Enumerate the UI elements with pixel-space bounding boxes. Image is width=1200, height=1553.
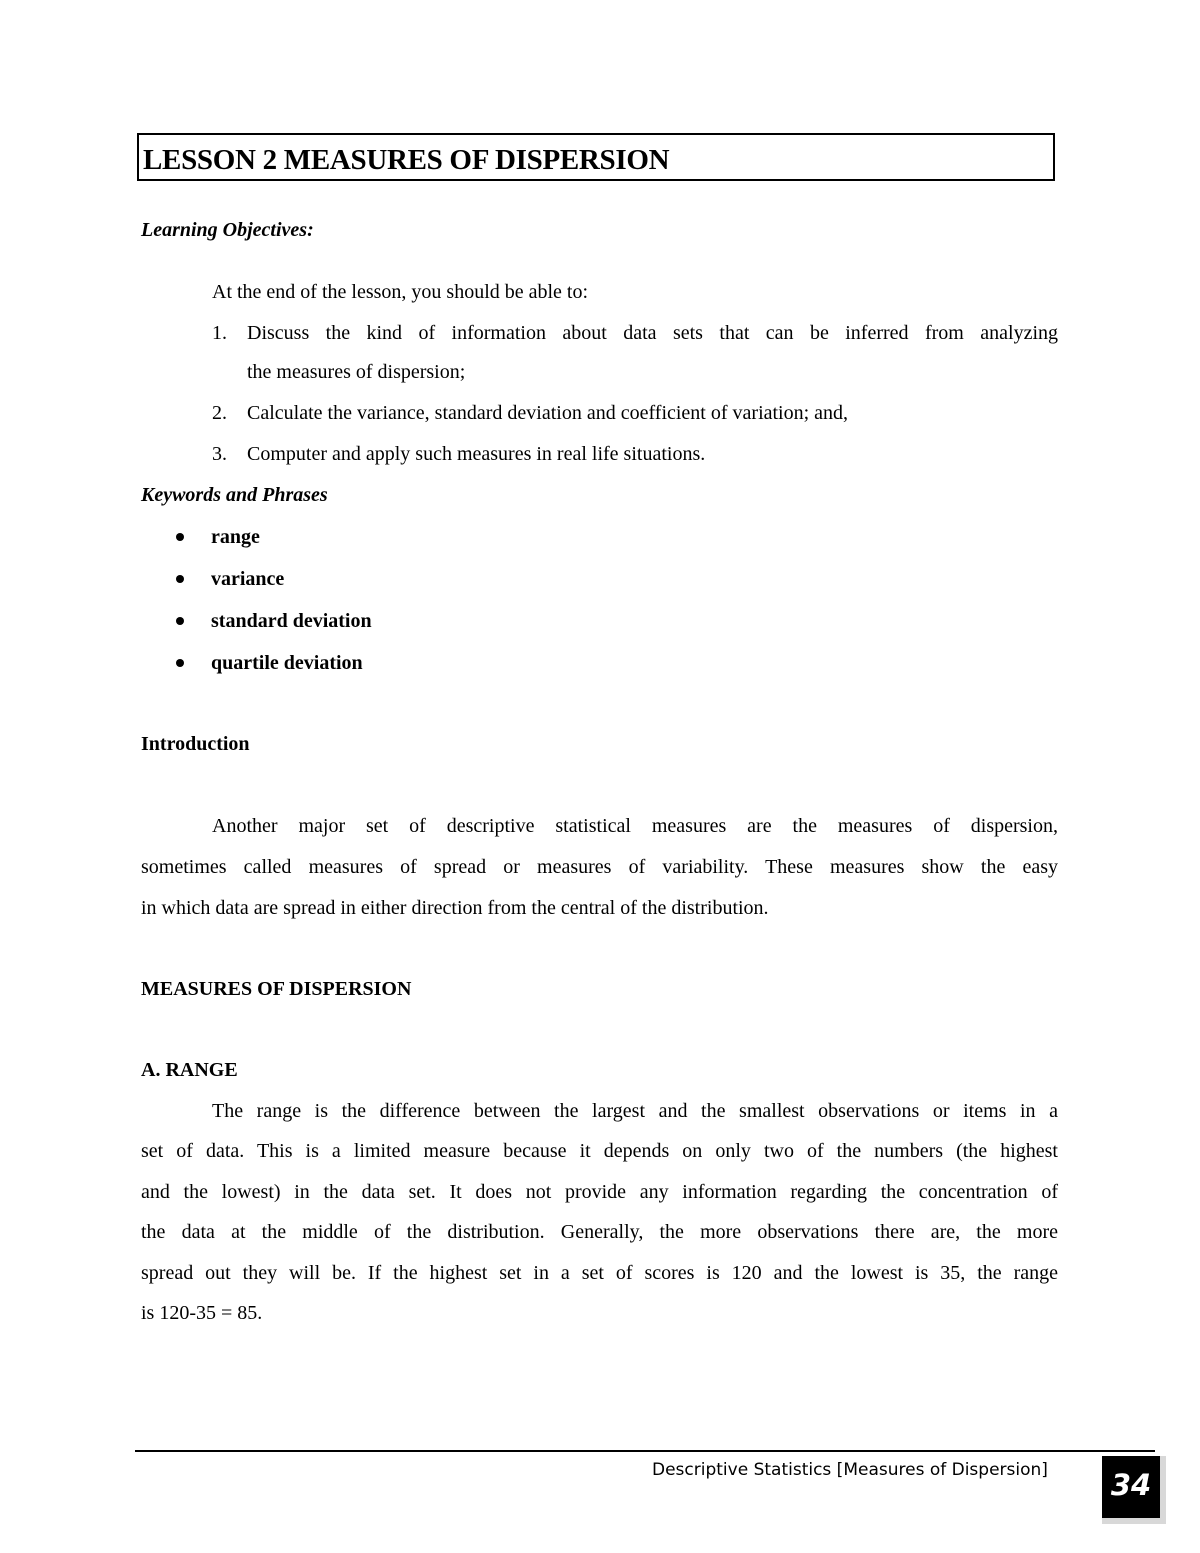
objective-number: 1. (212, 322, 227, 344)
footer-rule (135, 1450, 1155, 1452)
keyword-item: variance (211, 568, 285, 590)
introduction-heading: Introduction (141, 733, 250, 755)
objective-number: 3. (212, 443, 227, 465)
lesson-title: LESSON 2 MEASURES OF DISPERSION (143, 144, 670, 176)
introduction-line: in which data are spread in either direction from the central of the distribution. (141, 897, 769, 919)
bullet-icon (176, 533, 184, 541)
lesson-title-box (137, 133, 1055, 181)
range-line: is 120-35 = 85. (141, 1302, 263, 1324)
keywords-heading: Keywords and Phrases (141, 484, 328, 506)
footer-text: Descriptive Statistics [Measures of Dispersion] (652, 1460, 1048, 1480)
introduction-line: Another major set of descriptive statistical measures are the measures of dispersion, (212, 815, 1058, 837)
objective-line: Computer and apply such measures in real life situations. (247, 443, 706, 465)
keyword-item: standard deviation (211, 610, 372, 632)
range-heading: A. RANGE (141, 1059, 238, 1081)
objectives-heading: Learning Objectives: (141, 219, 314, 241)
introduction-line: sometimes called measures of spread or measures of variability. These measures show the easy (141, 856, 1058, 878)
objectives-intro: At the end of the lesson, you should be able to: (212, 281, 589, 303)
objective-line: Calculate the variance, standard deviation and coefficient of variation; and, (247, 402, 849, 424)
objective-number: 2. (212, 402, 227, 424)
range-line: the data at the middle of the distribution. Generally, the more observations there are, the more (141, 1221, 1058, 1243)
bullet-icon (176, 575, 184, 583)
page-number-box (1102, 1456, 1166, 1524)
section-heading: MEASURES OF DISPERSION (141, 978, 412, 1000)
range-line: and the lowest) in the data set. It does not provide any information regarding the concentration of (141, 1181, 1058, 1203)
page-number: 34 (1110, 1468, 1152, 1502)
keyword-item: range (211, 526, 260, 548)
range-line: The range is the difference between the largest and the smallest observations or items in a (212, 1100, 1058, 1122)
keyword-item: quartile deviation (211, 652, 363, 674)
range-line: set of data. This is a limited measure because it depends on only two of the numbers (the highest (141, 1140, 1058, 1162)
bullet-icon (176, 617, 184, 625)
objective-line: Discuss the kind of information about data sets that can be inferred from analyzing (247, 322, 1058, 344)
objective-line: the measures of dispersion; (247, 361, 466, 383)
range-line: spread out they will be. If the highest set in a set of scores is 120 and the lowest is 35, the range (141, 1262, 1058, 1284)
bullet-icon (176, 659, 184, 667)
